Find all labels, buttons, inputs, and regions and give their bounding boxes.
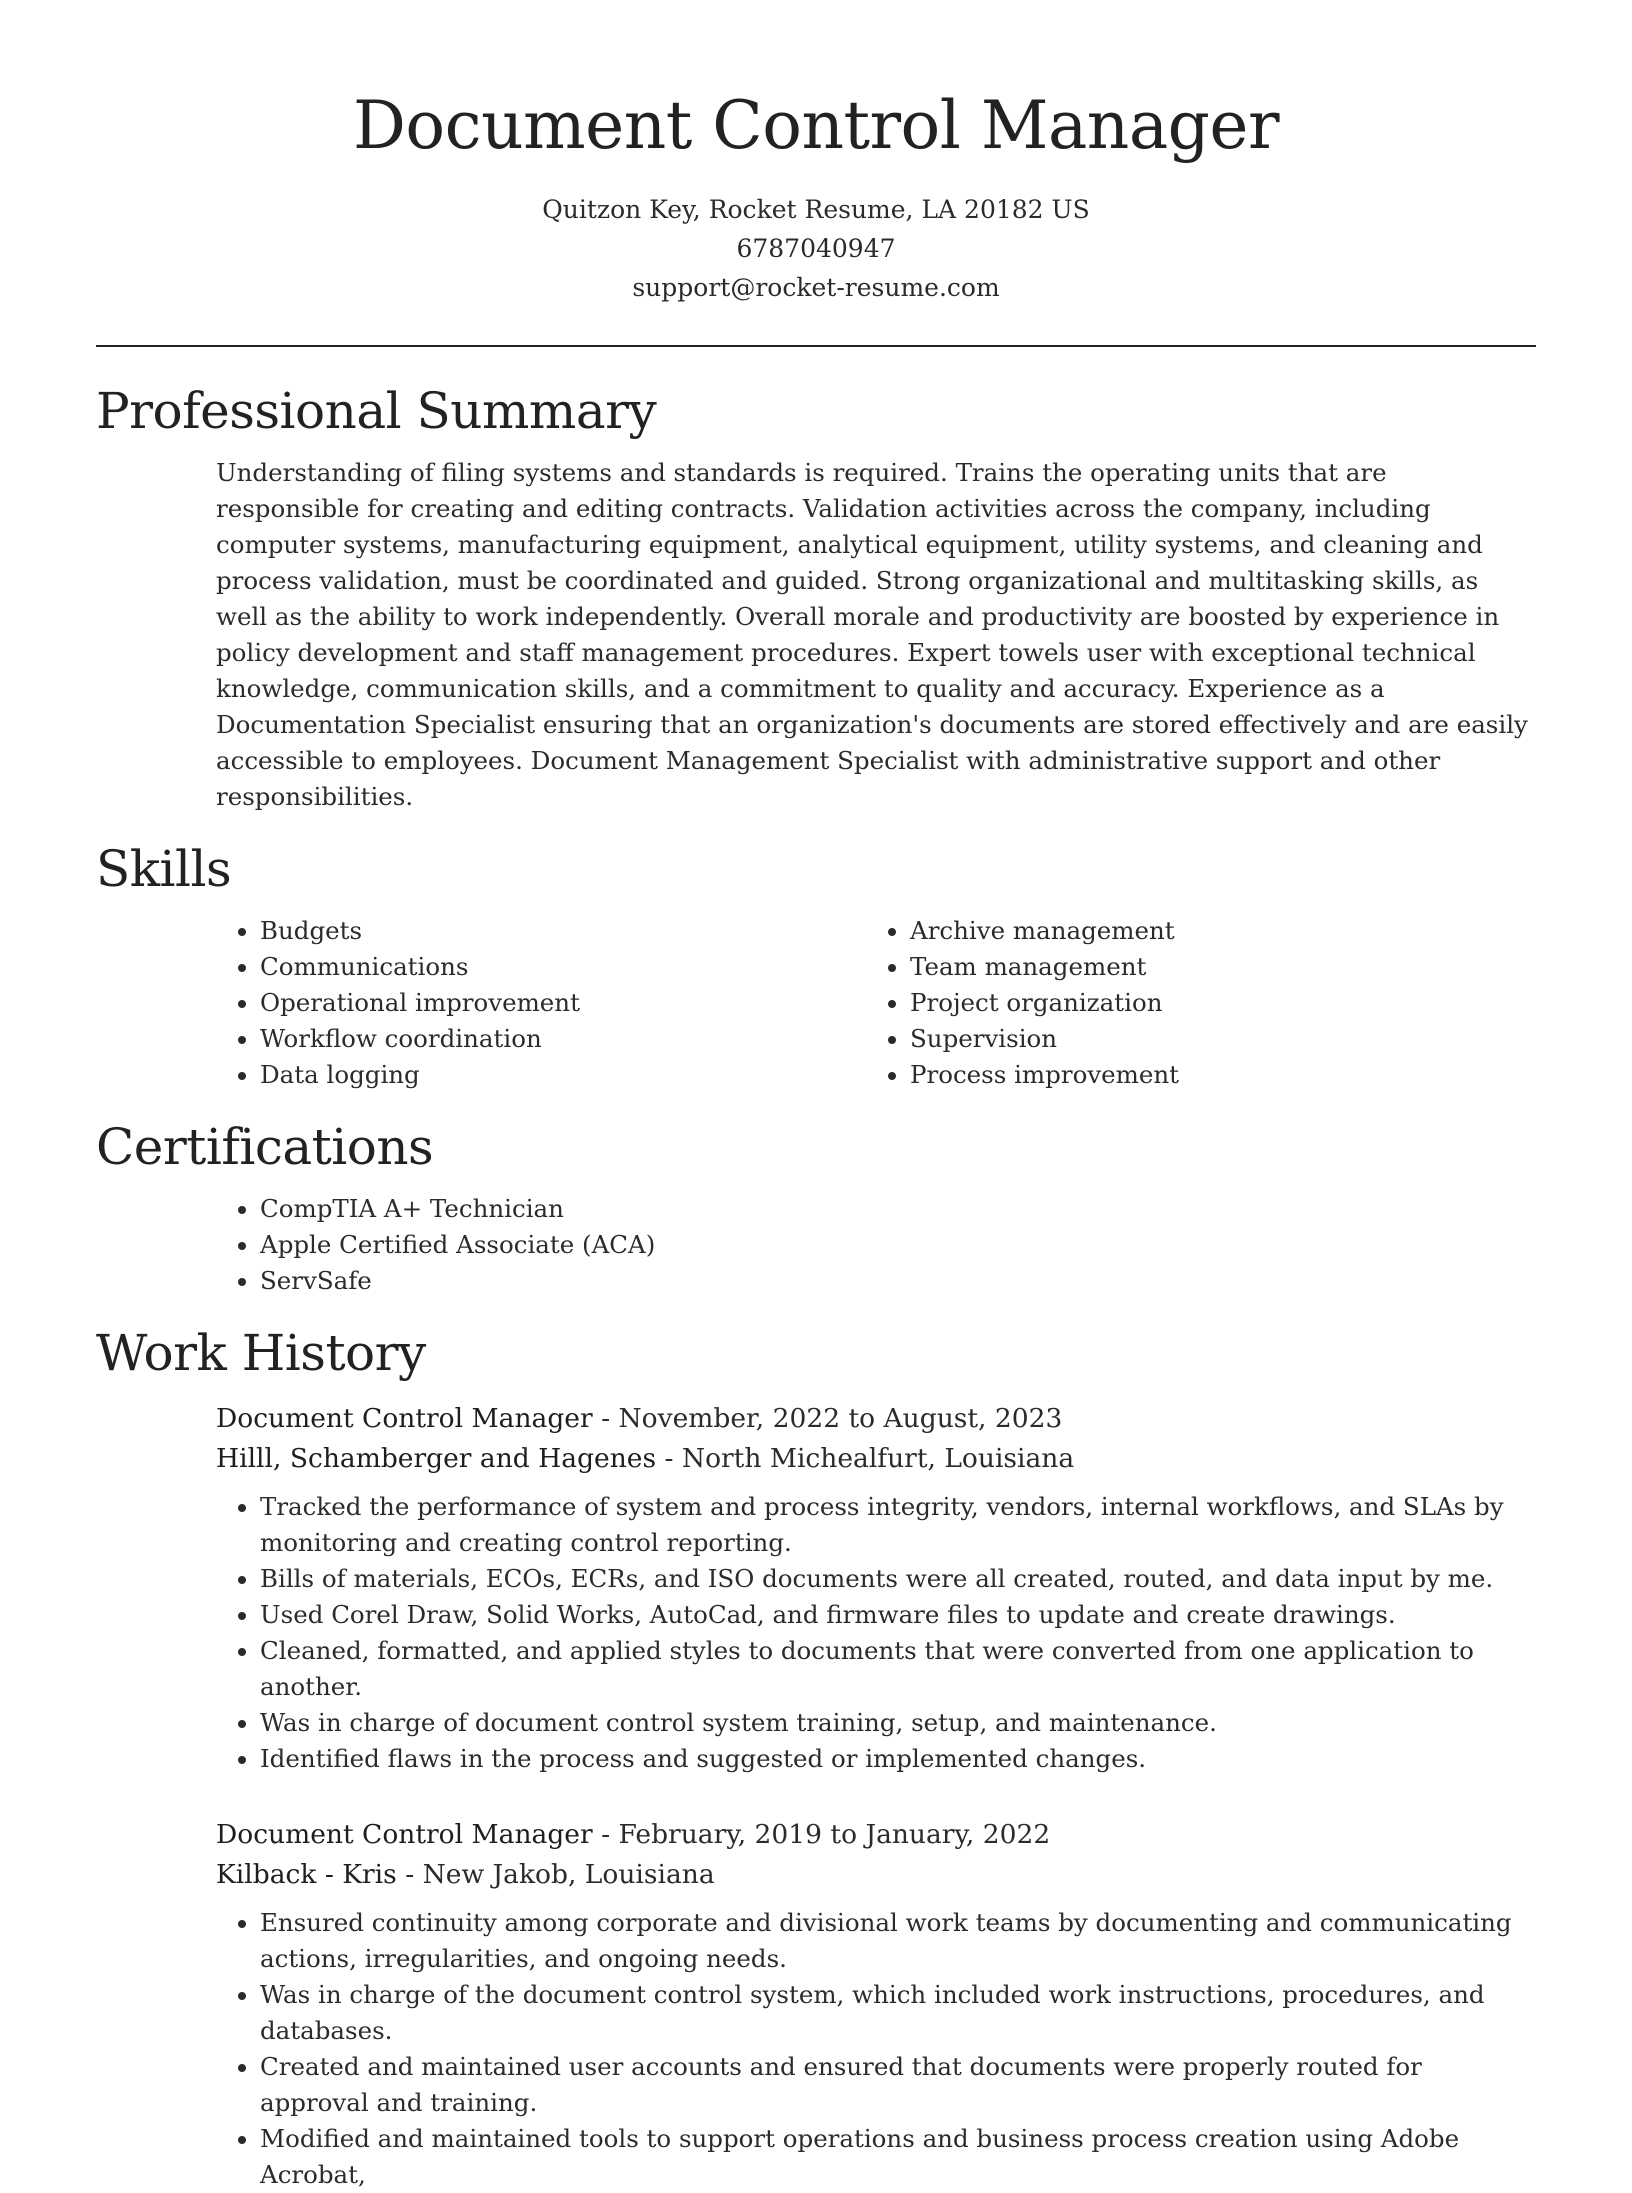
email: support@rocket-resume.com (632, 273, 1000, 302)
job-duty: • Ensured continuity among corporate and divisional work teams by documenting and communicating actions, irregularities, and ongoing needs. (260, 1905, 1536, 1977)
skills-column-left (216, 913, 866, 1093)
certifications-list (216, 1191, 1536, 1299)
job-duty: • Was in charge of the document control system, which included work instructions, procedures, and databases. (260, 1977, 1536, 2049)
skill-item: • Project organization (910, 985, 1516, 1021)
skill-item: • Archive management (910, 913, 1516, 949)
certification-item: • ServSafe (260, 1263, 1536, 1299)
job-duty: • Was in charge of document control system training, setup, and maintenance. (260, 1705, 1536, 1741)
job-dates: November, 2022 to August, 2023 (618, 1403, 1063, 1434)
summary-heading: Professional Summary (96, 382, 657, 440)
job-role: Document Control Manager (216, 1403, 593, 1434)
skill-item: • Workflow coordination (260, 1021, 866, 1057)
job-company: Hilll, Schamberger and Hagenes (216, 1443, 657, 1474)
skill-item: • Supervision (910, 1021, 1516, 1057)
job-dates: February, 2019 to January, 2022 (618, 1819, 1051, 1850)
job-role: Document Control Manager (216, 1819, 593, 1850)
job-duties-list (216, 1905, 1536, 2193)
separator: - (396, 1859, 423, 1890)
certifications-list-wrap (216, 1191, 1536, 1299)
job-company-line (216, 1439, 1536, 1479)
job-duty: • Modified and maintained tools to support operations and business process creation using Adobe Acrobat, (260, 2121, 1536, 2193)
skill-item: • Communications (260, 949, 866, 985)
work-history-heading: Work History (96, 1324, 426, 1382)
certifications-heading: Certifications (96, 1118, 434, 1176)
job-role-line (216, 1399, 1536, 1439)
job-entry (216, 1399, 1536, 1777)
job-duty: • Bills of materials, ECOs, ECRs, and ISO documents were all created, routed, and data input by me. (260, 1561, 1536, 1597)
job-entry (216, 1815, 1536, 2193)
skill-item: • Process improvement (910, 1057, 1516, 1093)
job-duties-list (216, 1489, 1536, 1777)
job-duty: • Created and maintained user accounts and ensured that documents were properly routed for approval and training. (260, 2049, 1536, 2121)
resume-header (0, 0, 1632, 307)
job-location: New Jakob, Louisiana (422, 1859, 715, 1890)
address: Quitzon Key, Rocket Resume, LA 20182 US (542, 195, 1090, 224)
job-company-line (216, 1855, 1536, 1895)
certification-item: • Apple Certified Associate (ACA) (260, 1227, 1536, 1263)
separator: - (656, 1443, 682, 1474)
skill-item: • Team management (910, 949, 1516, 985)
job-company: Kilback - Kris (216, 1859, 397, 1890)
skill-item: • Operational improvement (260, 985, 866, 1021)
job-duty: • Tracked the performance of system and process integrity, vendors, internal workflows, and SLAs by monitoring and creating control reporting. (260, 1489, 1536, 1561)
skills-columns (216, 913, 1536, 1093)
skill-item: • Data logging (260, 1057, 866, 1093)
separator: - (592, 1403, 619, 1434)
certification-item: • CompTIA A+ Technician (260, 1191, 1536, 1227)
summary-text: Understanding of filing systems and standards is required. Trains the operating units that are responsible for creating and editing contracts. Validation activities across the company, including computer systems, manufacturing equipment, analytical equipment, utility systems, and cleaning and process validation, must be coordinated and guided. Strong organizational and multitasking skills, as well as the ability to work independently. Overall morale and productivity are boosted by experience in policy development and staff management procedures. Expert towels user with exceptional technical knowledge, communication skills, and a commitment to quality and accuracy. Experience as a Documentation Specialist ensuring that an organization's documents are stored effectively and are easily accessible to employees. Document Management Specialist with administrative support and other responsibilities. (216, 458, 1528, 811)
skills-list-right (866, 913, 1516, 1093)
separator: - (592, 1819, 619, 1850)
skills-list-left (216, 913, 866, 1093)
job-duty: • Used Corel Draw, Solid Works, AutoCad, and firmware files to update and create drawings. (260, 1597, 1536, 1633)
candidate-title: Document Control Manager (352, 87, 1280, 164)
phone: 6787040947 (736, 234, 896, 263)
job-location: North Michealfurt, Louisiana (681, 1443, 1075, 1474)
header-divider (96, 345, 1536, 347)
skills-column-right (866, 913, 1516, 1093)
skill-item: • Budgets (260, 913, 866, 949)
job-duty: • Identified flaws in the process and suggested or implemented changes. (260, 1741, 1536, 1777)
job-duty: • Cleaned, formatted, and applied styles to documents that were converted from one application to another. (260, 1633, 1536, 1705)
skills-heading: Skills (96, 840, 232, 898)
job-role-line (216, 1815, 1536, 1855)
